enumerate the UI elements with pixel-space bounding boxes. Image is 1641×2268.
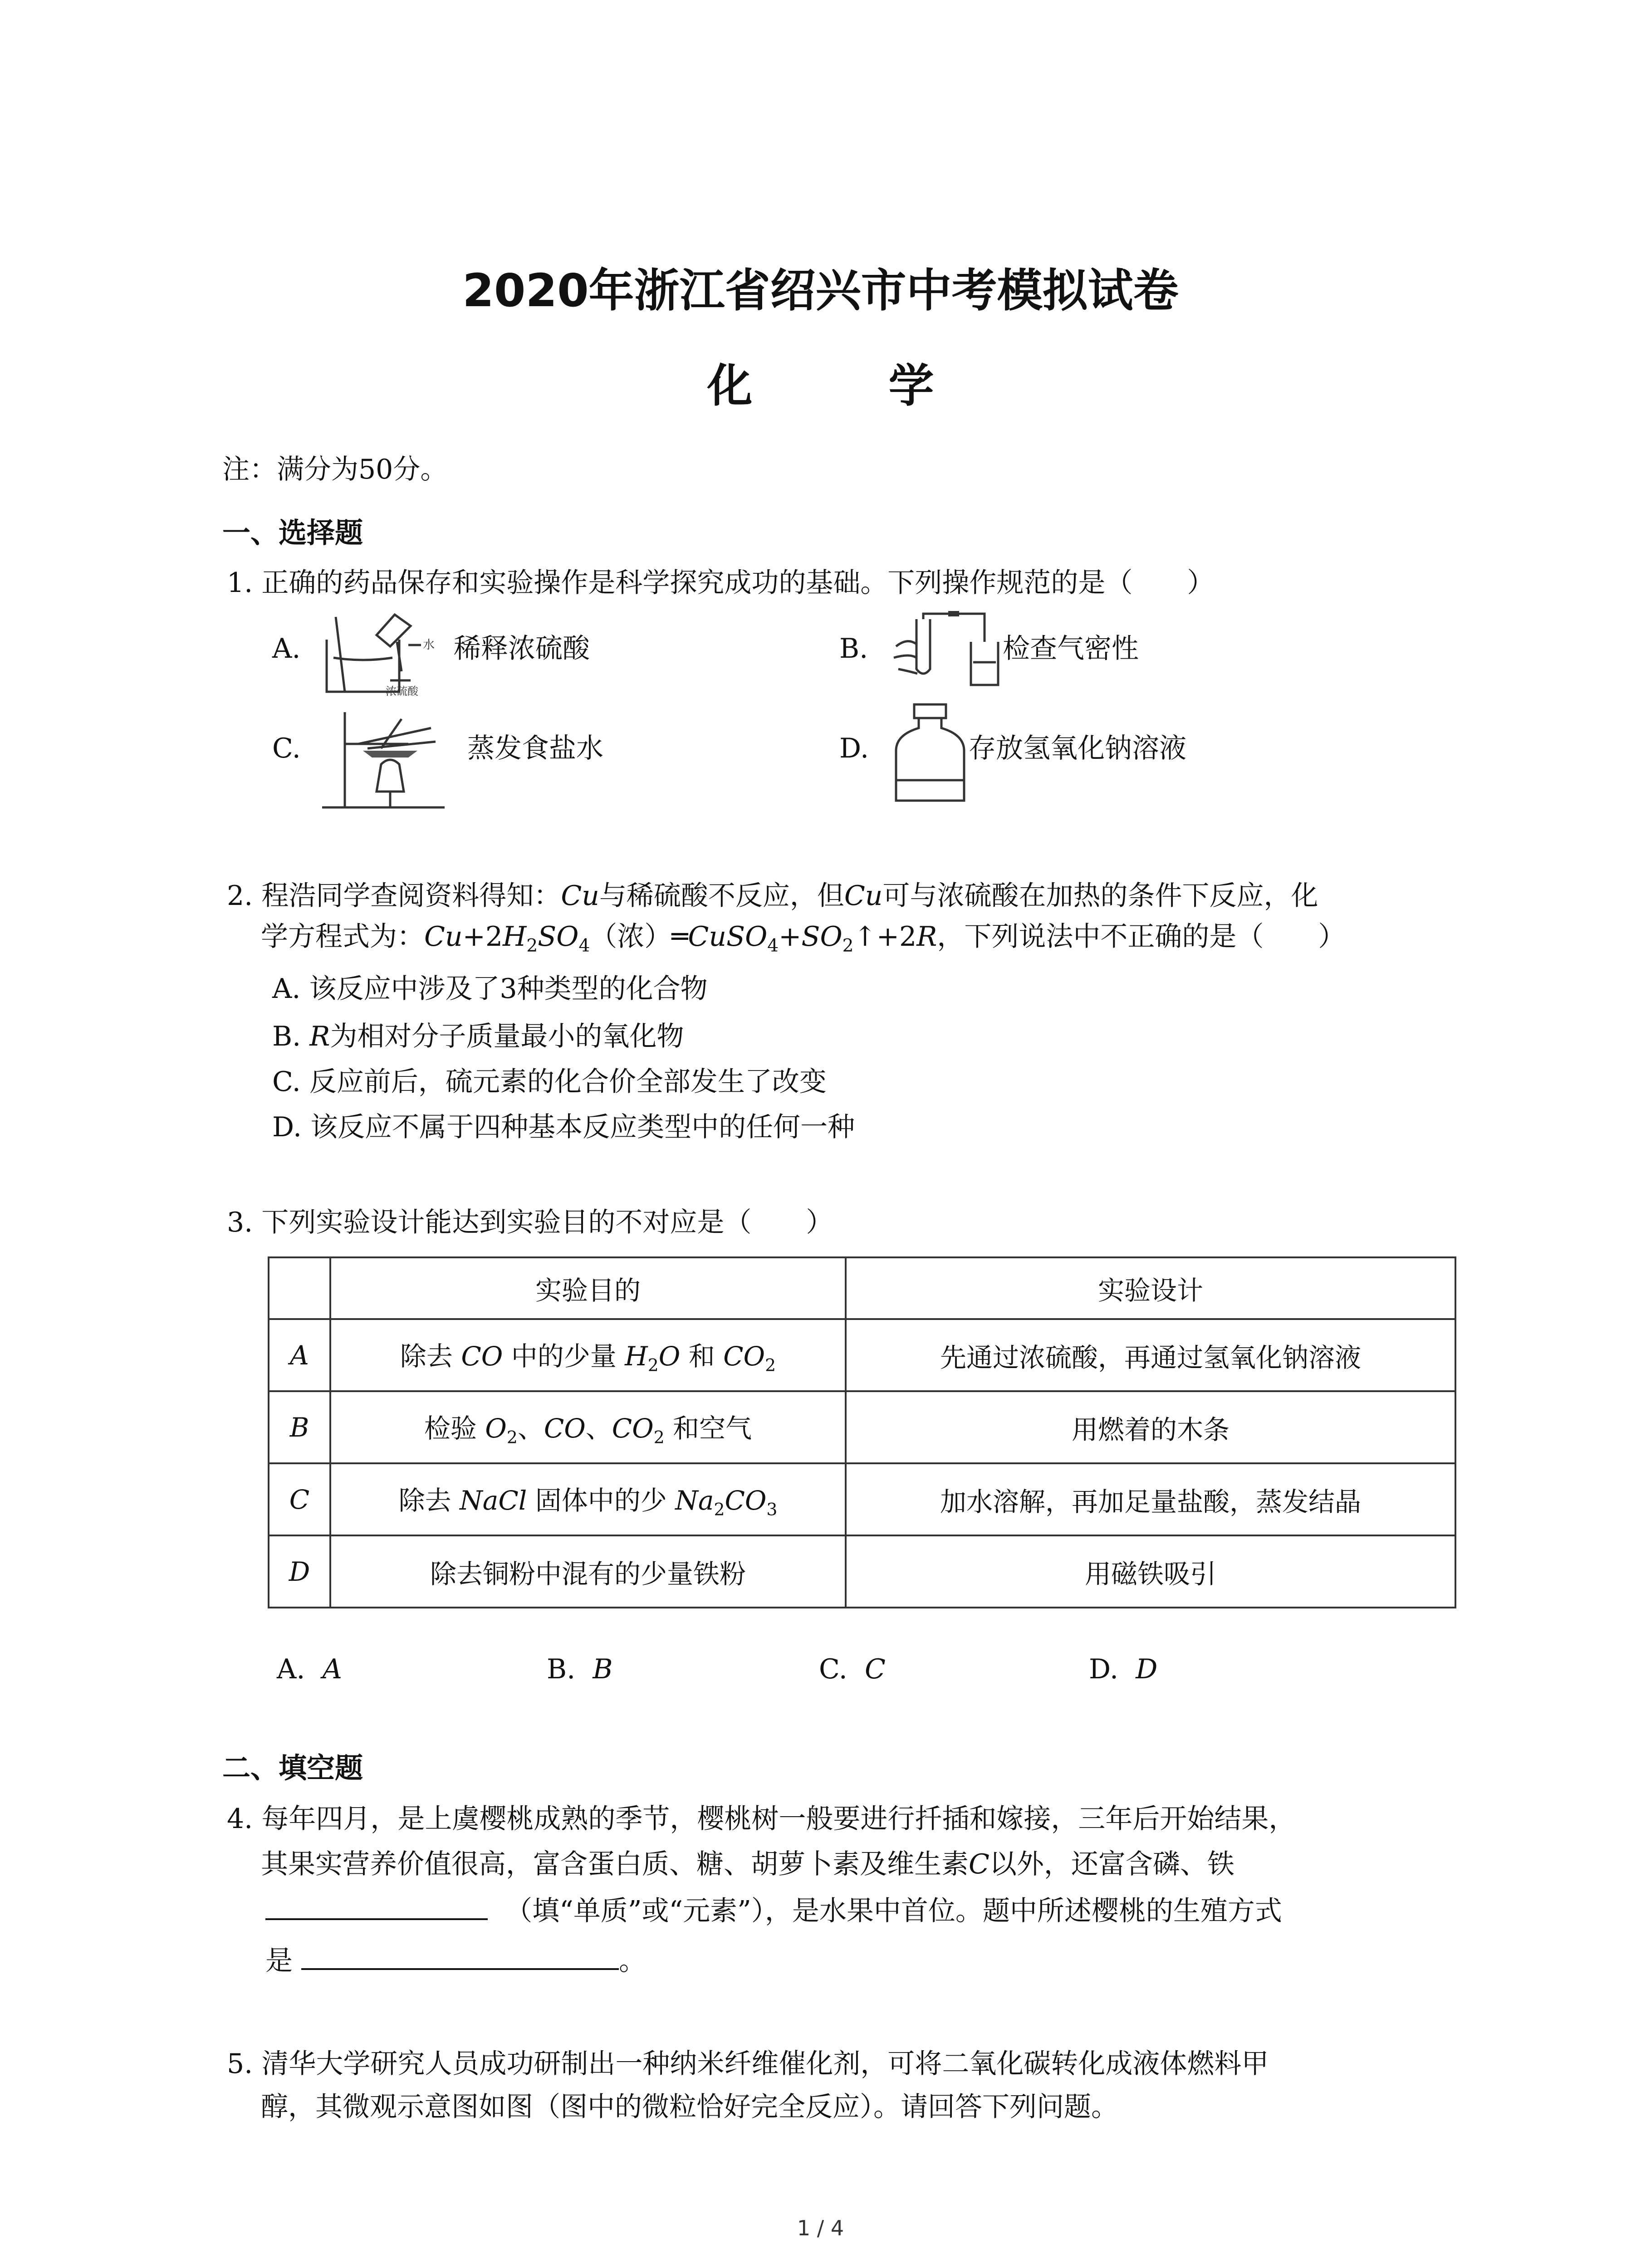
- dilute-acid-figure: [318, 608, 449, 699]
- row-purpose: 检验 $O_2$、CO、$CO_2$ 和空气: [330, 1391, 846, 1463]
- q1-option-d-letter: D.: [839, 733, 869, 764]
- row-design: 用磁铁吸引: [846, 1535, 1455, 1608]
- q4-line2: 其果实营养价值很高，富含蛋白质、糖、胡萝卜素及维生素C以外，还富含磷、铁: [261, 1848, 1234, 1880]
- q3-option-b: B. B: [547, 1653, 613, 1685]
- answer-blank-2[interactable]: [301, 1939, 619, 1970]
- table-row: [269, 1535, 1455, 1608]
- q2-equation-line: 学方程式为：$Cu+2H_2SO_4$（浓）$═CuSO_4+SO_2↑+2R$，下列说法中不正确的是（ ）: [261, 921, 1346, 956]
- row-id: A: [269, 1319, 330, 1391]
- table-header-design: 实验设计: [846, 1257, 1455, 1319]
- q3-option-a: A. A: [277, 1653, 342, 1685]
- page-number: 1 / 4: [797, 2216, 844, 2240]
- answer-blank-1[interactable]: [265, 1889, 488, 1920]
- table-header-purpose: 实验目的: [330, 1257, 846, 1319]
- q4-line1: 4. 每年四月，是上虞樱桃成熟的季节，樱桃树一般要进行扦插和嫁接，三年后开始结果，: [227, 1803, 1296, 1835]
- section-fill-heading: 二、填空题: [222, 1751, 363, 1784]
- q4-line3: （填“单质”或“元素”），是水果中首位。题中所述樱桃的生殖方式: [265, 1889, 1282, 1931]
- score-note: 注：满分为50分。: [222, 454, 448, 485]
- section-choice-heading: 一、选择题: [222, 516, 363, 549]
- q1-option-b-letter: B.: [839, 633, 868, 665]
- q1-option-d-text: 存放氢氧化钠溶液: [969, 733, 1186, 764]
- q3-option-d: D. D: [1089, 1653, 1158, 1685]
- row-id: C: [269, 1463, 330, 1535]
- q2-option-d: D. 该反应不属于四种基本反应类型中的任何一种: [272, 1111, 855, 1143]
- q1-option-a-text: 稀释浓硫酸: [454, 633, 590, 665]
- table-header-blank: [269, 1257, 330, 1319]
- q1-stem: 1. 正确的药品保存和实验操作是科学探究成功的基础。下列操作规范的是（ ）: [227, 567, 1215, 599]
- row-purpose: 除去 NaCl 固体中的少 $Na_2CO_3$: [330, 1463, 846, 1535]
- reagent-bottle-figure: [889, 701, 971, 805]
- q2-option-b: B. R为相对分子质量最小的氧化物: [272, 1021, 684, 1052]
- q3-option-c: C. C: [819, 1653, 886, 1685]
- row-design: 先通过浓硫酸，再通过氢氧化钠溶液: [846, 1319, 1455, 1391]
- q1-option-c-text: 蒸发食盐水: [467, 733, 603, 764]
- conc-acid-label: 浓硫酸: [386, 685, 418, 698]
- row-design: 加水溶解，再加足量盐酸，蒸发结晶: [846, 1463, 1455, 1535]
- experiment-table: [268, 1256, 1456, 1608]
- row-id: D: [269, 1535, 330, 1608]
- exam-title: 2020年浙江省绍兴市中考模拟试卷: [462, 264, 1179, 317]
- table-row: [269, 1319, 1455, 1391]
- q2-option-a: A. 该反应中涉及了3种类型的化合物: [272, 973, 708, 1005]
- q5-line1: 5. 清华大学研究人员成功研制出一种纳米纤维催化剂，可将二氧化碳转化成液体燃料甲: [227, 2048, 1269, 2080]
- q4-line4: 是 。: [265, 1939, 646, 1981]
- subject-title: 化 学: [707, 359, 980, 412]
- table-row: [269, 1391, 1455, 1463]
- airtightness-check-figure: [889, 610, 1012, 692]
- row-purpose: 除去 CO 中的少量 $H_2O$ 和 $CO_2$: [330, 1319, 846, 1391]
- row-id: B: [269, 1391, 330, 1463]
- q1-option-b-text: 检查气密性: [1003, 633, 1139, 665]
- q3-stem: 3. 下列实验设计能达到实验目的不对应是（ ）: [227, 1207, 833, 1238]
- row-design: 用燃着的木条: [846, 1391, 1455, 1463]
- q2-stem-line1: 2. 程浩同学查阅资料得知：Cu与稀硫酸不反应，但Cu可与浓硫酸在加热的条件下反应，化: [227, 880, 1318, 912]
- evaporation-figure: [318, 701, 454, 814]
- table-row: [269, 1463, 1455, 1535]
- q1-option-a-letter: A.: [272, 633, 301, 665]
- water-label: 水: [423, 638, 435, 652]
- q1-option-c-letter: C.: [272, 733, 301, 764]
- q5-line2: 醇，其微观示意图如图（图中的微粒恰好完全反应）。请回答下列问题。: [261, 2091, 1118, 2123]
- row-purpose: 除去铜粉中混有的少量铁粉: [330, 1535, 846, 1608]
- table-header-row: [269, 1257, 1455, 1319]
- q2-option-c: C. 反应前后，硫元素的化合价全部发生了改变: [272, 1066, 827, 1098]
